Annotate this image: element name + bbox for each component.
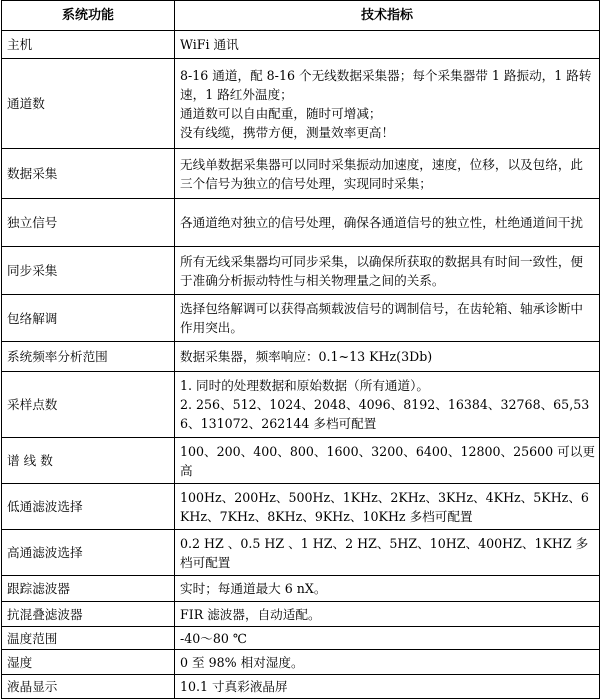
function-cell: 数据采集 (2, 149, 175, 199)
spec-cell (175, 530, 600, 576)
spec-cell (175, 650, 600, 675)
spec-cell (175, 342, 600, 372)
spec-cell (175, 675, 600, 699)
spec-cell (175, 31, 600, 59)
spec-line: 没有线缆，携带方便，测量效率更高！ (180, 124, 395, 140)
function-cell: 采样点数 (2, 372, 175, 438)
spec-cell (175, 149, 600, 199)
function-cell: 谱 线 数 (2, 438, 175, 484)
spec-line: 实时；每通道最大 6 nX。 (180, 581, 327, 596)
spec-line: 1. 同时的处理数据和原始数据（所有通道）。 (180, 378, 430, 393)
spec-line: 无线单数据采集器可以同时采集振动加速度，速度，位移，以及包络，此三个信号为独立的信号处理，实现同时采集； (180, 156, 583, 191)
spec-table (1, 0, 600, 699)
spec-line: 选择包络解调可以获得高频载波信号的调制信号，在齿轮箱、轴承诊断中作用突出。 (180, 301, 583, 335)
spec-cell (175, 247, 600, 295)
spec-cell (175, 295, 600, 342)
function-cell: 液晶显示 (2, 675, 175, 699)
spec-cell (175, 602, 600, 627)
header-function: 系统功能 (2, 1, 175, 31)
table-row (2, 627, 600, 650)
header-spec: 技术指标 (175, 1, 600, 31)
function-cell: 同步采集 (2, 247, 175, 295)
table-row (2, 675, 600, 699)
table-row (2, 31, 600, 59)
spec-line: WiFi 通讯 (180, 37, 239, 52)
table-row (2, 576, 600, 602)
header-row (2, 1, 600, 31)
function-cell: 低通滤波选择 (2, 484, 175, 530)
table-row (2, 438, 600, 484)
table-row (2, 247, 600, 295)
spec-line: 100Hz、200Hz、500Hz、1KHz、2KHz、3KHz、4KHz、5KHz、6KHz、7KHz、8KHz、9KHz、10KHz 多档可配置 (180, 489, 589, 524)
spec-cell (175, 59, 600, 149)
function-cell: 跟踪滤波器 (2, 576, 175, 602)
table-row (2, 149, 600, 199)
spec-line: 各通道绝对独立的信号处理，确保各通道信号的独立性，杜绝通道间干扰 (180, 215, 583, 230)
table-row (2, 342, 600, 372)
function-cell: 高通滤波选择 (2, 530, 175, 576)
spec-cell (175, 576, 600, 602)
table-row (2, 372, 600, 438)
spec-cell (175, 627, 600, 650)
table-row (2, 59, 600, 149)
spec-line: 通道数可以自由配重，随时可增减； (180, 105, 382, 121)
spec-cell (175, 199, 600, 247)
function-cell: 通道数 (2, 59, 175, 149)
function-cell: 湿度 (2, 650, 175, 675)
table-row (2, 295, 600, 342)
table-row (2, 199, 600, 247)
function-cell: 抗混叠滤波器 (2, 602, 175, 627)
spec-cell (175, 372, 600, 438)
spec-line: 2. 256、512、1024、2048、4096、8192、16384、32768、65,536、131072、262144 多档可配置 (180, 397, 590, 431)
function-cell: 温度范围 (2, 627, 175, 650)
spec-cell (175, 484, 600, 530)
table-row (2, 602, 600, 627)
spec-cell (175, 438, 600, 484)
table-row (2, 484, 600, 530)
function-cell: 独立信号 (2, 199, 175, 247)
spec-line: 所有无线采集器均可同步采集，以确保所获取的数据具有时间一致性，便于准确分析振动特性与相关物理量之间的关系。 (180, 253, 583, 288)
spec-line: FIR 滤波器，自动适配。 (180, 606, 321, 622)
function-cell: 系统频率分析范围 (2, 342, 175, 372)
table-row (2, 530, 600, 576)
spec-line: 100、200、400、800、1600、3200、6400、12800、25600 可以更高 (180, 443, 595, 478)
spec-line: -40～80 ℃ (180, 630, 247, 646)
spec-line: 0 至 98% 相对湿度。 (180, 654, 304, 670)
spec-line: 数据采集器，频率响应：0.1~13 KHz(3Db) (180, 349, 433, 364)
spec-line: 0.2 HZ 、0.5 HZ 、1 HZ、2 HZ、5HZ、10HZ、400HZ、1KHZ 多档可配置 (180, 535, 589, 570)
function-cell: 包络解调 (2, 295, 175, 342)
table-row (2, 650, 600, 675)
spec-line: 8-16 通道，配 8-16 个无线数据采集器；每个采集器带 1 路振动，1 路转速，1 路红外温度； (180, 67, 592, 102)
function-cell: 主机 (2, 31, 175, 59)
table-body (2, 31, 600, 699)
spec-line: 10.1 寸真彩液晶屏 (180, 679, 288, 694)
